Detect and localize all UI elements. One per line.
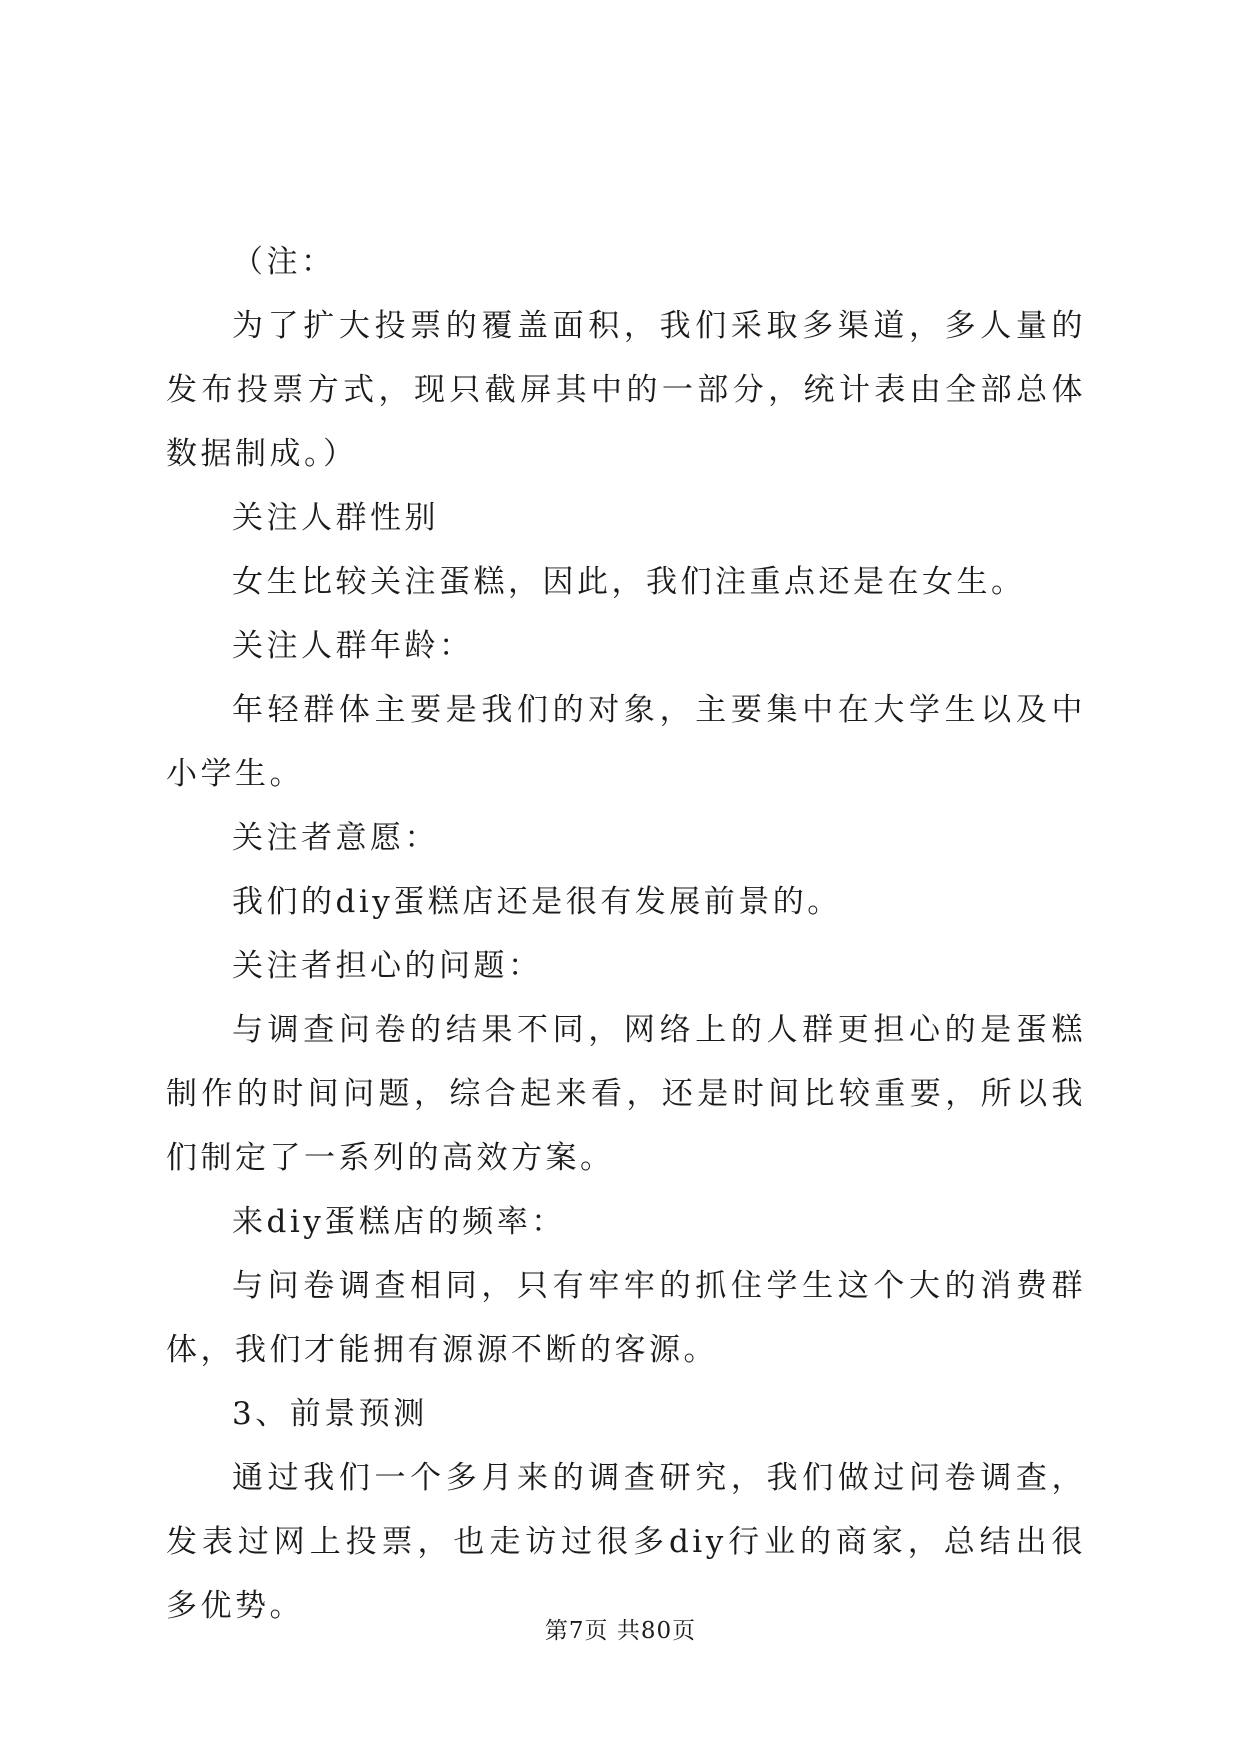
paragraph-willingness: 我们的diy蛋糕店还是很有发展前景的。: [232, 884, 842, 920]
paragraph-concerns: 与调查问卷的结果不同，网络上的人群更担心的是蛋糕制作的时间问题，综合起来看，还是时间比较重要，所以我们制定了一系列的高效方案。: [166, 1012, 1086, 1176]
paragraph-outlook: 通过我们一个多月来的调查研究，我们做过问卷调查，发表过网上投票，也走访过很多diy行业的商家，总结出很多优势。: [166, 1460, 1086, 1624]
paragraph-voting-method: 为了扩大投票的覆盖面积，我们采取多渠道，多人量的发布投票方式，现只截屏其中的一部分，统计表由全部总体数据制成。）: [166, 308, 1086, 472]
paragraph-note-open: （注：: [232, 244, 336, 280]
heading-concerns: 关注者担心的问题：: [232, 948, 543, 984]
page-footer: 第7页 共80页: [544, 1618, 697, 1644]
paragraph-age: 年轻群体主要是我们的对象，主要集中在大学生以及中小学生。: [166, 692, 1086, 792]
paragraph-frequency: 与问卷调查相同，只有牢牢的抓住学生这个大的消费群体，我们才能拥有源源不断的客源。: [166, 1268, 1086, 1368]
document-body: [166, 230, 1086, 1638]
heading-gender: 关注人群性别: [232, 500, 439, 536]
paragraph-gender: 女生比较关注蛋糕，因此，我们注重点还是在女生。: [232, 564, 1026, 600]
heading-frequency: 来diy蛋糕店的频率：: [232, 1204, 566, 1240]
heading-outlook: 3、前景预测: [232, 1396, 428, 1432]
heading-age: 关注人群年龄：: [232, 628, 474, 664]
heading-willingness: 关注者意愿：: [232, 820, 439, 856]
